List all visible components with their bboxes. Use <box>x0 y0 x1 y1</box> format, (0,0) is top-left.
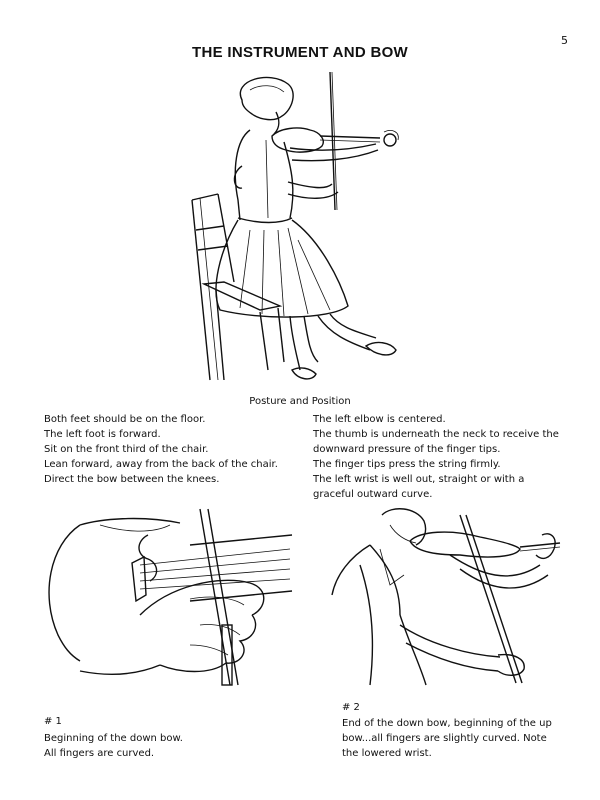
figure2-text <box>342 716 582 761</box>
seated-violinist-illustration <box>180 70 420 390</box>
posture-right-column <box>313 412 573 502</box>
posture-right-line: downward pressure of the finger tips. <box>313 444 501 455</box>
posture-left-line: Both feet should be on the floor. <box>44 414 206 425</box>
figure1-line: All fingers are curved. <box>44 748 155 759</box>
figure2-line: bow...all fingers are slightly curved. Note <box>342 733 547 744</box>
figure2-line: the lowered wrist. <box>342 748 432 759</box>
posture-left-line: Sit on the front third of the chair. <box>44 444 209 455</box>
posture-right-line: The finger tips press the string firmly. <box>313 459 501 470</box>
figure1-line: Beginning of the down bow. <box>44 733 183 744</box>
page-number: 5 <box>561 34 568 47</box>
posture-caption: Posture and Position <box>249 396 351 407</box>
posture-left-line: Direct the bow between the knees. <box>44 474 220 485</box>
posture-right-line: graceful outward curve. <box>313 489 433 500</box>
posture-left-line: Lean forward, away from the back of the chair. <box>44 459 278 470</box>
down-bow-illustration <box>330 505 570 695</box>
figure2-line: End of the down bow, beginning of the up <box>342 718 552 729</box>
figure2-number: # 2 <box>342 702 360 713</box>
posture-left-line: The left foot is forward. <box>44 429 161 440</box>
figure1-text <box>44 731 183 761</box>
figure1-number: # 1 <box>44 716 62 727</box>
posture-right-line: The left elbow is centered. <box>313 414 446 425</box>
page-title: THE INSTRUMENT AND BOW <box>191 44 409 61</box>
bow-hold-illustration <box>40 505 300 695</box>
posture-right-line: The left wrist is well out, straight or with a <box>313 474 525 485</box>
posture-right-line: The thumb is underneath the neck to receive the <box>313 429 559 440</box>
posture-left-column <box>44 412 278 487</box>
